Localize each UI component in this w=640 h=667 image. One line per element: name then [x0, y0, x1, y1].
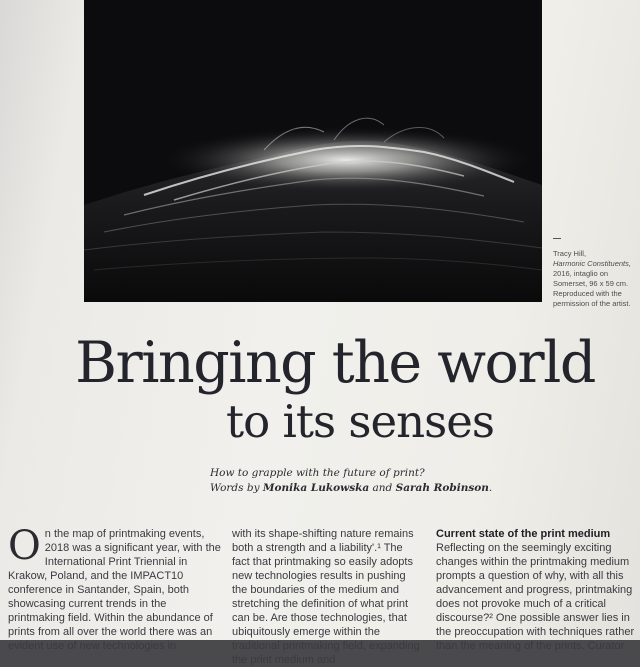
body-column-1 — [8, 523, 223, 653]
standfirst-and: and — [372, 482, 393, 494]
standfirst — [210, 466, 630, 496]
artwork-image — [84, 0, 542, 302]
caption-details: 2016, intaglio on Somerset, 96 x 59 cm. Reproduced with the permission of the artist. — [553, 269, 631, 308]
headline-line-2: to its senses — [226, 395, 494, 448]
body-column-1-text: n the map of printmaking events, 2018 was a significant year, with the International Print Triennial in Krakow, Poland, and the IMPACT10 conference in Santander, Spain, both showcasing current trends in the printmaking field. Within the abundance of prints from all over the world there was an evident use of new technologies in — [8, 528, 221, 652]
standfirst-question: How to grapple with the future of print? — [210, 467, 425, 479]
caption-rule — [553, 238, 561, 239]
body-column-2-text: with its shape-shifting nature remains both a strength and a liability'.¹ The fact that printmaking so easily adopts new technologies results in pushing the boundaries of the medium and stretching the definition of what print can be. Are those technologies, that ubiquitously emerge within the traditional printmaking field, expanding the print medium and — [232, 528, 420, 666]
article-headline — [0, 330, 640, 448]
body-column-3-text: Reflecting on the seemingly exciting changes within the printmaking medium prompts a question of why, with all this advancement and progress, printmaking does not provoke much of a critical discourse?² One possible answer lies in the preoccupation with techniques rather than the meaning of the prints. Curator — [436, 542, 635, 652]
author-1: Monika Lukowska — [262, 482, 370, 494]
standfirst-words-by: Words by — [210, 482, 260, 494]
body-column-3 — [436, 527, 636, 653]
drop-cap: O — [8, 523, 41, 569]
photo-caption — [553, 249, 637, 309]
author-2: Sarah Robinson — [395, 482, 489, 494]
body-column-2 — [232, 527, 422, 667]
caption-title: Harmonic Constituents, — [553, 259, 631, 268]
section-subhead: Current state of the print medium — [436, 528, 611, 540]
headline-line-1: Bringing the world — [75, 330, 595, 396]
standfirst-end: . — [488, 482, 493, 494]
artwork-photo — [84, 0, 542, 302]
caption-artist: Tracy Hill, — [553, 249, 587, 258]
